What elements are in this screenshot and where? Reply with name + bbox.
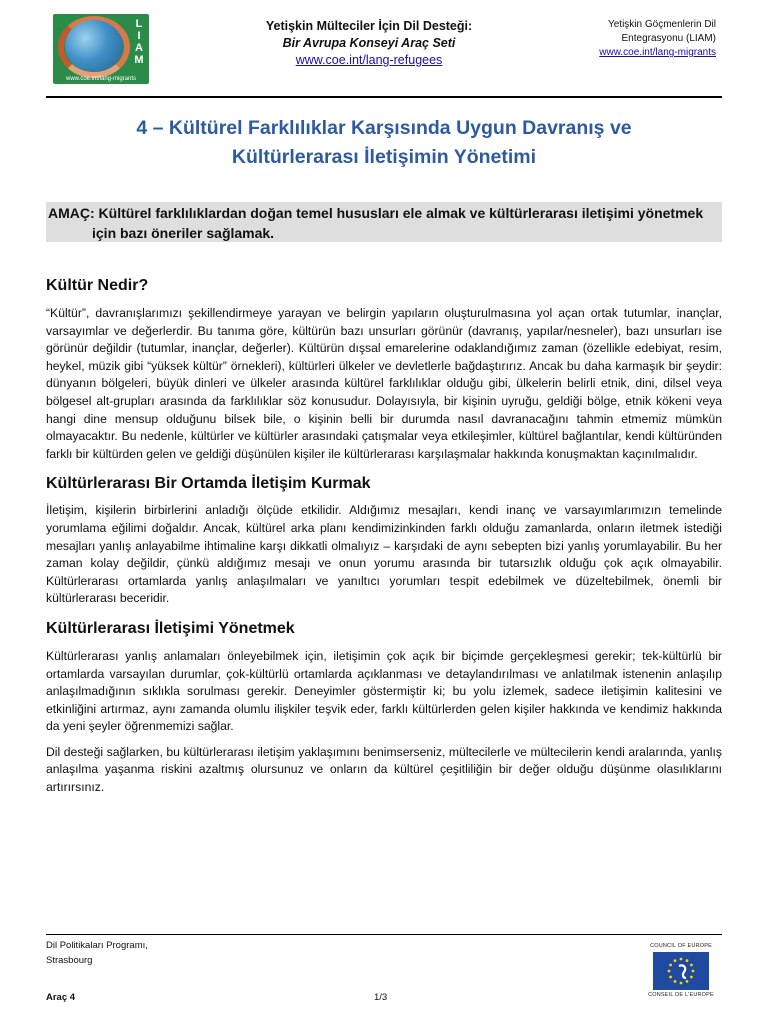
footer-tool-label: Araç 4: [46, 992, 76, 1003]
footer-program: Dil Politikaları Programı, Strasbourg: [46, 940, 148, 966]
coe-label-fr: CONSEIL DE L'EUROPE: [648, 992, 714, 998]
coe-label-en: COUNCIL OF EUROPE: [650, 943, 712, 949]
logo-letters: L I A M: [134, 18, 144, 66]
header-subtitle: Bir Avrupa Konseyi Araç Seti: [282, 36, 456, 50]
section-paragraph: İletişim, kişilerin birbirlerini anladığı ölçüde etkilidir. Aldığımız mesajları, kendi inanç ve varsayımlarımızın temelinde yorumlama eğilimi doğaldır. Ancak, kültürel arka planı kendimizinkinden farklı olduğu zamanlarda, onların iletmek istediği mesajları yanlış anlayabilme ihtimaline karşı dikkatli olmalıyız – karşıdaki de aynı sebepten bizi yanlış yorumlayabilir. Bu her zaman kolay değildir, çünkü aldığımız mesajı ve onun yorumu arasında bir tutarsızlık olduğu çok açık olmayabilir. Kültürlerarası ortamlarda yanlış anlaşılmaları ve yanıltıcı yorumları tespit edebilmek ve düzeltebilmek, önemli bir kültürlerarası beceridir.: [46, 503, 722, 606]
document-title: 4 – Kültürel Farklılıklar Karşısında Uygun Davranış ve Kültürlerarası İletişimin Yönetimi: [136, 117, 632, 168]
page-footer: [46, 938, 722, 1008]
liam-line2: Entegrasyonu (LIAM): [621, 33, 716, 44]
header-center: [216, 18, 522, 69]
council-of-europe-flag-icon: [653, 952, 709, 990]
aim-text: AMAÇ: Kültürel farklılıklardan doğan temel hususları ele almak ve kültürlerarası iletişimi yönetmek için bazı öneriler sağlamak.: [48, 205, 704, 241]
section-paragraph: Dil desteği sağlarken, bu kültürlerarası iletişim yaklaşımını benimserseniz, mültecilerle ve mültecilerin kendi aralarında, yanlış anlaşılma yaşanma riskini azaltmış olursunuz ve onların da kültürel çeşitliliğin bir değer olduğu düşünme olasılıklarını artırırsınız.: [46, 744, 722, 795]
section-paragraph: Kültürlerarası yanlış anlamaları önleyebilmek için, iletişimin çok açık bir biçimde gerçekleşmesi gerekir; tek-kültürlü bir ortamlarda varsayılan durumlar, çok-kültürlü ortamlarda açıklanması ve detaylandırılması ve anlatılmak istenenin anlaşılıp anlaşılmadığının sıklıkla sorulması gerekir. Deneyimler göstermiştir ki; bu yolu izlemek, sadece iletişimin kalitesini ve etkinliğini artırmaz, aynı zamanda olumlu ilişkiler teşvik eder, farklı kültürlerden gelen kişiler hakkında ve kendimiz hakkında da yeni şeyler öğrenmemizi sağlar.: [46, 648, 722, 734]
page-number: 1/3: [374, 992, 388, 1003]
council-of-europe-logo: [646, 943, 716, 999]
header-right: [526, 18, 716, 60]
migrants-link[interactable]: www.coe.int/lang-migrants: [599, 47, 716, 58]
section-heading: Kültürlerarası İletişimi Yönetmek: [46, 619, 295, 637]
refugees-link[interactable]: www.coe.int/lang-refugees: [295, 53, 443, 67]
header-title: Yetişkin Mülteciler İçin Dil Desteği:: [265, 19, 473, 33]
liam-line1: Yetişkin Göçmenlerin Dil: [607, 19, 716, 30]
section-heading: Kültür Nedir?: [46, 277, 149, 294]
aim-box: [46, 202, 722, 242]
liam-logo: [53, 14, 149, 84]
page-header: [46, 14, 722, 94]
footer-divider: [46, 934, 722, 935]
logo-url: www.coe.int/lang-migrants: [65, 76, 137, 82]
header-divider: [46, 96, 722, 98]
globe-icon: [65, 20, 123, 72]
document-body: [46, 276, 722, 797]
section-heading: Kültürlerarası Bir Ortamda İletişim Kurmak: [46, 475, 371, 493]
section-paragraph: “Kültür”, davranışlarımızı şekillendirmeye yarayan ve belirgin yapıların oluşturulmasına yol açan ortak tutumlar, inançlar, varsayımlar ve değerlerdir. Bu tanıma göre, kültürün bazı unsurları görünür (davranış, yapılar/nesneler), bazı unsurları ise görünür değildir (tutumlar, inançlar, değerler). Kültürün dışsal emarelerine odaklandığımız zaman (özellikle edebiyat, resim, heykel, müzik gibi “yüksek kültür” örnekleri), kültürleri ülkeler ve devletlerle bağdaştırırız. Ancak bu daha karmaşık bir şeydir: dünyanın bölgeleri, büyük dinleri ve ülkeler arasında kültürel farklılıklar olduğu gibi, ülkelerin belirli etnik, dini, dilsel veya bölgesel alt-grupları arasında da farklılıklar söz konusudur. Dolayısıyla, bir kişinin uyruğu, geldiği bölge, etnik kökeni veya hangi dine mensup olduğunu bilsek bile, o kişinin belli bir durumda nasıl davranacağını tahmin etmemiz mümkün olmayacaktır. Bu nedenle, kültürler ve kültürler arasındaki çatışmalar veya etkileşimler, kültürel bağlantılar, kendi kültüründen farklı bir kültürden gelen ve geldiği düşünülen kişiler ile kültürlerarası karşılaşmalar hakkında konuşmaktan kaçınılmalıdır.: [46, 306, 722, 461]
